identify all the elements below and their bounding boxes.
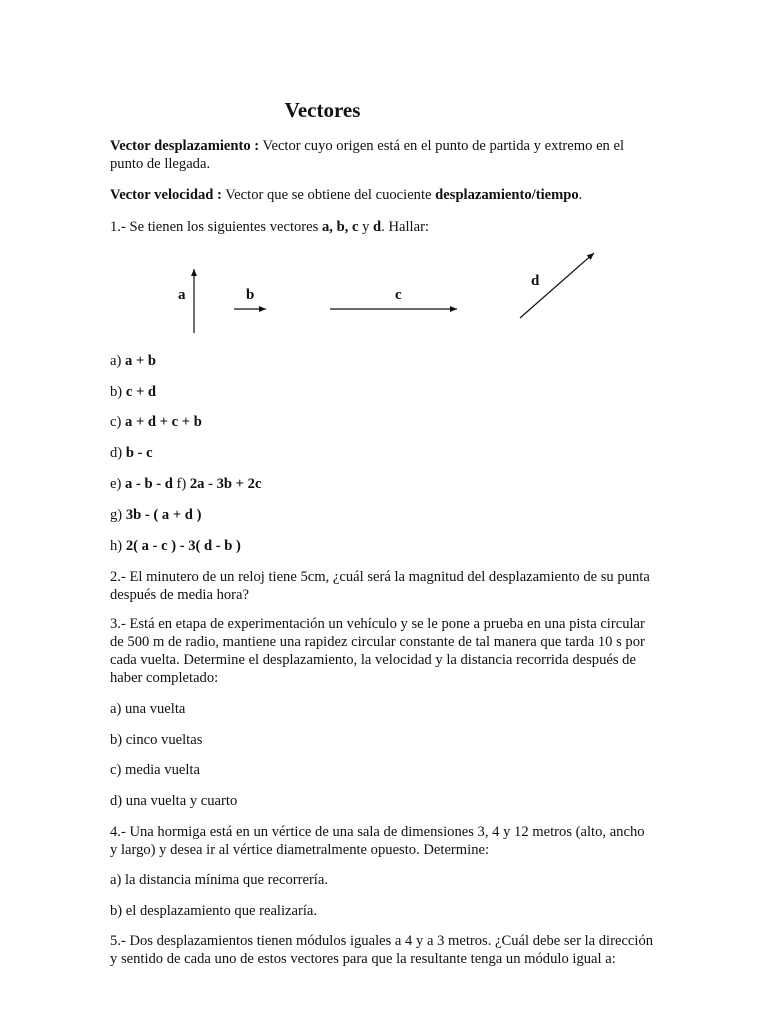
q3-item: c) media vuelta	[110, 762, 200, 778]
q3-item: d) una vuelta y cuarto	[110, 793, 238, 809]
q3-item: b) cinco vueltas	[110, 732, 203, 748]
vectors-diagram	[160, 245, 620, 345]
question-1: 1.- Se tienen los siguientes vectores a, b, c y d. Hallar:	[110, 219, 429, 235]
q1-item: h) 2( a - c ) - 3( d - b )	[110, 538, 241, 554]
definition-text: Vector que se obtiene del cuociente	[221, 187, 436, 203]
vector-a-label: a	[178, 287, 186, 303]
q1-item: g) 3b - ( a + d )	[110, 507, 202, 523]
vector-b-label: b	[246, 287, 255, 303]
page-title: Vectores	[284, 98, 361, 122]
q4-item: b) el desplazamiento que realizaría.	[110, 903, 318, 919]
q1-item: e) a - b - d f) 2a - 3b + 2c	[110, 476, 262, 492]
definition-term: Vector desplazamiento :	[110, 138, 260, 154]
definition-bold: desplazamiento/tiempo	[435, 187, 579, 203]
q1-item: d) b - c	[110, 445, 153, 461]
q1-item: b) c + d	[110, 384, 157, 400]
vectors-figure	[160, 245, 620, 345]
vector-d-label: d	[531, 273, 540, 289]
q1-item: c) a + d + c + b	[110, 414, 202, 430]
question-2: 2.- El minutero de un reloj tiene 5cm, ¿cuál será la magnitud del desplazamiento de su punta después de media hora?	[110, 569, 650, 603]
q4-item: a) la distancia mínima que recorrería.	[110, 872, 328, 888]
definition-term: Vector velocidad :	[110, 187, 222, 203]
q1-item: a) a + b	[110, 353, 157, 369]
definition-displacement	[110, 137, 655, 173]
question-3: 3.- Está en etapa de experimentación un vehículo y se le pone a prueba en una pista circular de 500 m de radio, mantiene una rapidez circular constante de tal manera que tarda 10 s por cada vuelta. Determine el desplazamiento, la velocidad y la distancia recorrida después de haber completado:	[110, 616, 645, 686]
vector-c-label: c	[395, 287, 402, 303]
definition-text: Vector cuyo origen está en el punto de partida y extremo en el punto de llegada.	[110, 138, 625, 172]
definition-velocity: Vector velocidad : Vector que se obtiene del cuociente desplazamiento/tiempo.	[110, 187, 583, 203]
question-5: 5.- Dos desplazamientos tienen módulos iguales a 4 y a 3 metros. ¿Cuál debe ser la dirección y sentido de cada uno de estos vectores para que la resultante tenga un módulo igual a:	[110, 933, 654, 967]
question-4: 4.- Una hormiga está en un vértice de una sala de dimensiones 3, 4 y 12 metros (alto, ancho y largo) y desea ir al vértice diametralmente opuesto. Determine:	[110, 824, 645, 858]
q3-item: a) una vuelta	[110, 701, 186, 717]
